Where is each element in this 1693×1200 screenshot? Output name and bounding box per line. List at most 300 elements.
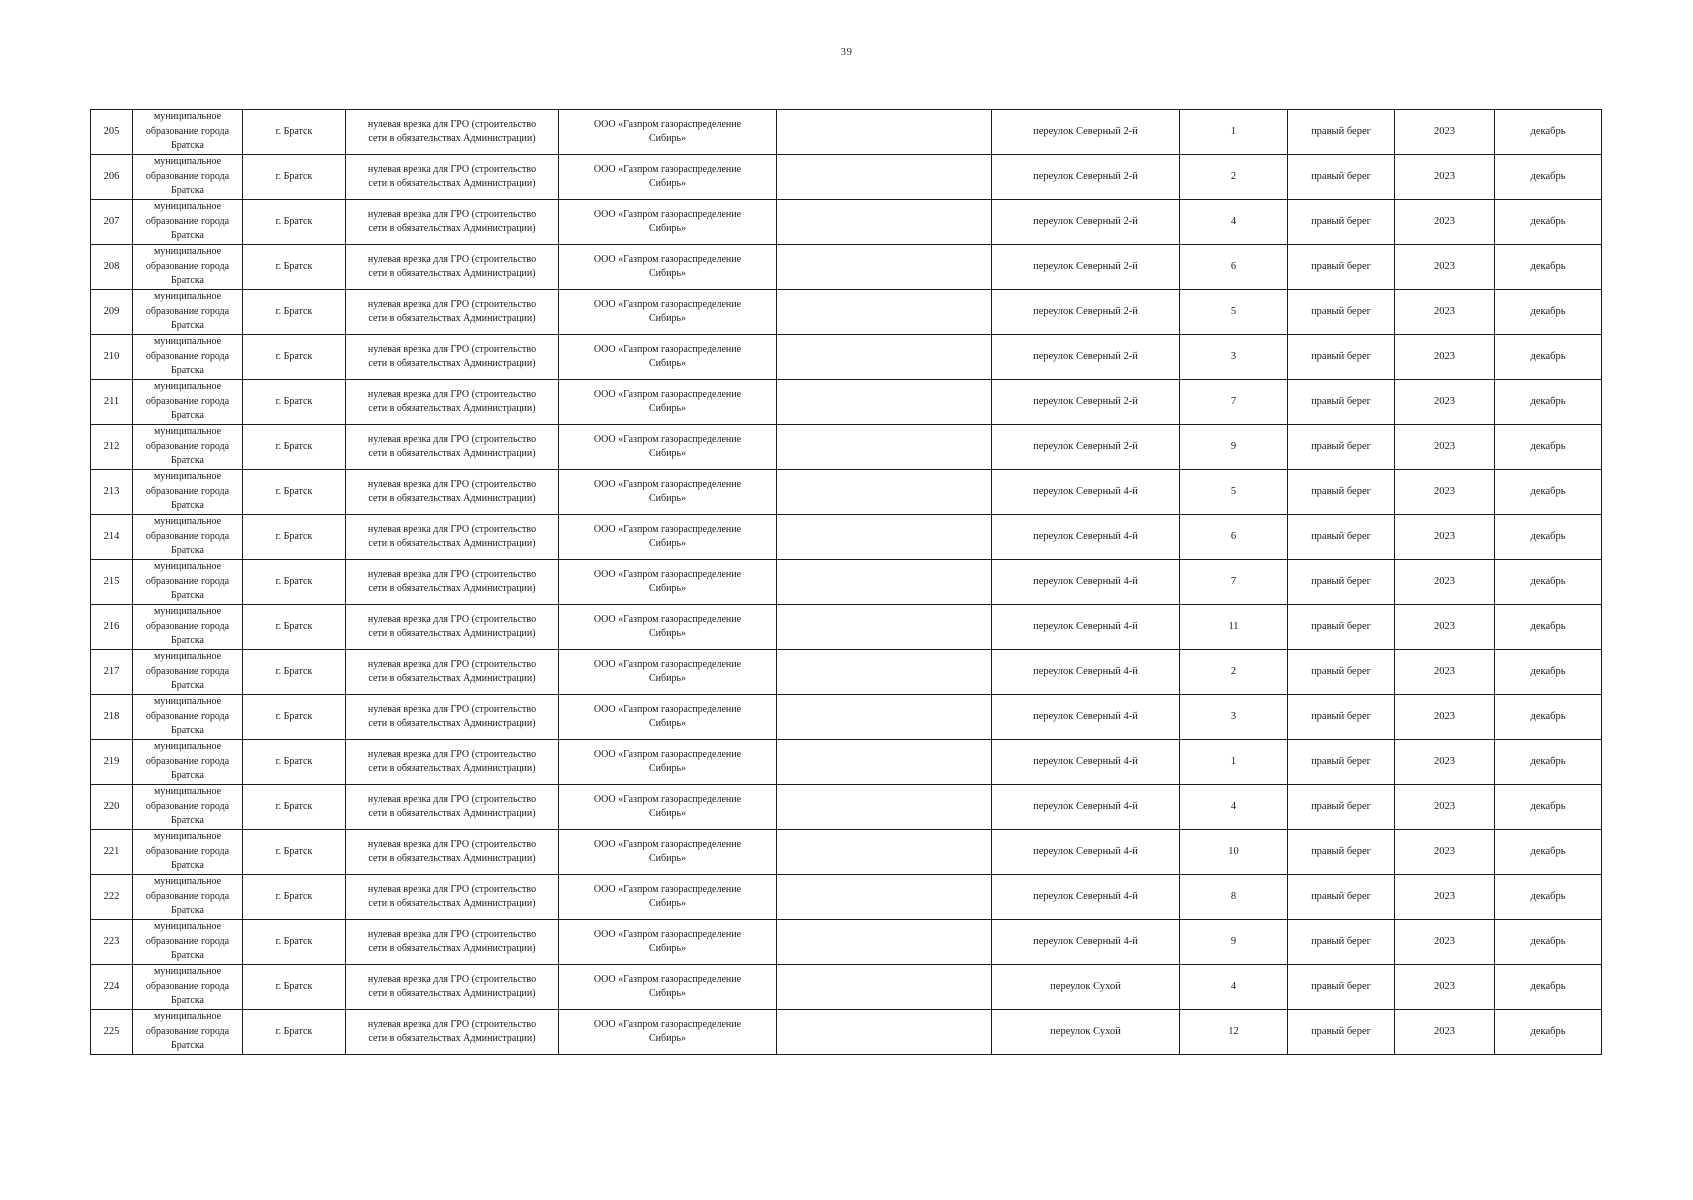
cell-organization: [559, 155, 777, 200]
cell-organization-line: ООО «Газпром газораспределение: [593, 524, 742, 535]
cell-river-bank: правый берег: [1288, 695, 1395, 740]
table-row: [91, 335, 1602, 380]
cell-year: 2023: [1395, 335, 1495, 380]
cell-municipality-line: Братска: [171, 455, 204, 467]
cell-work-type: [346, 830, 559, 875]
cell-organization: [559, 875, 777, 920]
cell-row-number: 217: [91, 650, 133, 695]
cell-row-number: 207: [91, 200, 133, 245]
cell-municipality: [133, 155, 243, 200]
cell-city: г. Братск: [243, 245, 346, 290]
cell-month: декабрь: [1495, 155, 1602, 200]
cell-street: переулок Северный 4-й: [992, 920, 1180, 965]
cell-house-number: 4: [1180, 965, 1288, 1010]
cell-work-type-line: нулевая врезка для ГРО (строительство: [367, 1019, 537, 1030]
cell-month: декабрь: [1495, 785, 1602, 830]
cell-river-bank: правый берег: [1288, 605, 1395, 650]
cell-municipality-line: образование города: [145, 485, 230, 497]
cell-row-number: 209: [91, 290, 133, 335]
cell-work-type-line: сети в обязательствах Администрации): [368, 988, 536, 999]
cell-street: переулок Северный 2-й: [992, 155, 1180, 200]
cell-street: переулок Северный 4-й: [992, 740, 1180, 785]
cell-organization-line: ООО «Газпром газораспределение: [593, 344, 742, 355]
cell-organization: [559, 245, 777, 290]
cell-work-type-line: сети в обязательствах Администрации): [368, 1033, 536, 1044]
cell-month: декабрь: [1495, 875, 1602, 920]
cell-municipality: [133, 875, 243, 920]
table-row: [91, 515, 1602, 560]
cell-year: 2023: [1395, 425, 1495, 470]
cell-municipality: [133, 695, 243, 740]
table-row: [91, 1010, 1602, 1055]
cell-municipality-line: Братска: [171, 275, 204, 287]
cell-organization: [559, 200, 777, 245]
cell-work-type-line: сети в обязательствах Администрации): [368, 448, 536, 459]
cell-month: декабрь: [1495, 920, 1602, 965]
cell-organization: [559, 965, 777, 1010]
cell-row-number: 215: [91, 560, 133, 605]
cell-municipality-line: муниципальное: [153, 336, 222, 348]
cell-house-number: 3: [1180, 695, 1288, 740]
cell-municipality-line: образование города: [145, 260, 230, 272]
cell-year: 2023: [1395, 155, 1495, 200]
cell-organization: [559, 425, 777, 470]
cell-municipality-line: Братска: [171, 815, 204, 827]
cell-city: г. Братск: [243, 920, 346, 965]
cell-city: г. Братск: [243, 830, 346, 875]
cell-city: г. Братск: [243, 380, 346, 425]
cell-empty: [777, 605, 992, 650]
cell-row-number: 205: [91, 110, 133, 155]
cell-river-bank: правый берег: [1288, 650, 1395, 695]
cell-river-bank: правый берег: [1288, 470, 1395, 515]
cell-month: декабрь: [1495, 605, 1602, 650]
cell-street: переулок Северный 2-й: [992, 335, 1180, 380]
cell-work-type-line: нулевая врезка для ГРО (строительство: [367, 434, 537, 445]
cell-empty: [777, 740, 992, 785]
cell-work-type: [346, 245, 559, 290]
cell-work-type-line: нулевая врезка для ГРО (строительство: [367, 839, 537, 850]
cell-month: декабрь: [1495, 425, 1602, 470]
table-row: [91, 560, 1602, 605]
cell-row-number: 214: [91, 515, 133, 560]
cell-municipality-line: Братска: [171, 860, 204, 872]
cell-organization-line: Сибирь»: [648, 943, 687, 954]
cell-municipality-line: Братска: [171, 590, 204, 602]
cell-municipality-line: муниципальное: [153, 1011, 222, 1023]
cell-month: декабрь: [1495, 290, 1602, 335]
table-row: [91, 110, 1602, 155]
cell-work-type-line: нулевая врезка для ГРО (строительство: [367, 884, 537, 895]
cell-organization: [559, 1010, 777, 1055]
cell-work-type-line: сети в обязательствах Администрации): [368, 178, 536, 189]
cell-row-number: 225: [91, 1010, 133, 1055]
cell-municipality-line: муниципальное: [153, 606, 222, 618]
cell-street: переулок Северный 4-й: [992, 650, 1180, 695]
cell-organization-line: Сибирь»: [648, 493, 687, 504]
cell-municipality-line: муниципальное: [153, 876, 222, 888]
cell-row-number: 221: [91, 830, 133, 875]
cell-work-type-line: нулевая врезка для ГРО (строительство: [367, 704, 537, 715]
cell-municipality: [133, 650, 243, 695]
cell-municipality: [133, 515, 243, 560]
cell-work-type-line: нулевая врезка для ГРО (строительство: [367, 389, 537, 400]
cell-municipality-line: образование города: [145, 440, 230, 452]
cell-municipality: [133, 1010, 243, 1055]
cell-river-bank: правый берег: [1288, 830, 1395, 875]
cell-municipality-line: образование города: [145, 530, 230, 542]
cell-municipality-line: муниципальное: [153, 111, 222, 123]
cell-organization-line: Сибирь»: [648, 808, 687, 819]
cell-month: декабрь: [1495, 830, 1602, 875]
cell-organization-line: ООО «Газпром газораспределение: [593, 254, 742, 265]
cell-municipality-line: муниципальное: [153, 831, 222, 843]
cell-municipality-line: Братска: [171, 635, 204, 647]
cell-work-type-line: нулевая врезка для ГРО (строительство: [367, 974, 537, 985]
cell-municipality-line: образование города: [145, 170, 230, 182]
cell-municipality-line: Братска: [171, 500, 204, 512]
cell-work-type-line: сети в обязательствах Администрации): [368, 583, 536, 594]
cell-municipality-line: муниципальное: [153, 516, 222, 528]
cell-organization-line: Сибирь»: [648, 718, 687, 729]
cell-year: 2023: [1395, 875, 1495, 920]
cell-municipality-line: Братска: [171, 680, 204, 692]
table-row: [91, 740, 1602, 785]
cell-work-type-line: сети в обязательствах Администрации): [368, 493, 536, 504]
cell-river-bank: правый берег: [1288, 560, 1395, 605]
cell-work-type: [346, 740, 559, 785]
cell-house-number: 8: [1180, 875, 1288, 920]
cell-row-number: 206: [91, 155, 133, 200]
table-row: [91, 425, 1602, 470]
cell-street: переулок Северный 2-й: [992, 290, 1180, 335]
cell-river-bank: правый берег: [1288, 200, 1395, 245]
cell-river-bank: правый берег: [1288, 740, 1395, 785]
cell-work-type-line: нулевая врезка для ГРО (строительство: [367, 569, 537, 580]
cell-work-type: [346, 380, 559, 425]
cell-organization-line: Сибирь»: [648, 673, 687, 684]
cell-city: г. Братск: [243, 695, 346, 740]
cell-municipality-line: образование города: [145, 1025, 230, 1037]
table-row: [91, 380, 1602, 425]
cell-empty: [777, 335, 992, 380]
cell-street: переулок Северный 4-й: [992, 515, 1180, 560]
cell-work-type: [346, 560, 559, 605]
cell-year: 2023: [1395, 110, 1495, 155]
cell-month: декабрь: [1495, 200, 1602, 245]
cell-year: 2023: [1395, 830, 1495, 875]
cell-organization: [559, 290, 777, 335]
cell-house-number: 7: [1180, 380, 1288, 425]
table-row: [91, 785, 1602, 830]
cell-work-type: [346, 110, 559, 155]
cell-house-number: 6: [1180, 515, 1288, 560]
cell-year: 2023: [1395, 965, 1495, 1010]
cell-river-bank: правый берег: [1288, 425, 1395, 470]
cell-organization-line: ООО «Газпром газораспределение: [593, 749, 742, 760]
table-row: [91, 245, 1602, 290]
cell-year: 2023: [1395, 920, 1495, 965]
cell-municipality: [133, 110, 243, 155]
cell-city: г. Братск: [243, 785, 346, 830]
cell-month: декабрь: [1495, 470, 1602, 515]
cell-municipality: [133, 830, 243, 875]
cell-month: декабрь: [1495, 965, 1602, 1010]
cell-row-number: 223: [91, 920, 133, 965]
cell-street: переулок Сухой: [992, 965, 1180, 1010]
cell-year: 2023: [1395, 1010, 1495, 1055]
cell-organization-line: Сибирь»: [648, 628, 687, 639]
cell-year: 2023: [1395, 740, 1495, 785]
cell-organization-line: Сибирь»: [648, 763, 687, 774]
cell-organization-line: ООО «Газпром газораспределение: [593, 614, 742, 625]
cell-work-type: [346, 515, 559, 560]
cell-river-bank: правый берег: [1288, 380, 1395, 425]
cell-work-type: [346, 470, 559, 515]
cell-municipality-line: образование города: [145, 935, 230, 947]
cell-street: переулок Северный 4-й: [992, 695, 1180, 740]
cell-house-number: 4: [1180, 200, 1288, 245]
cell-house-number: 6: [1180, 245, 1288, 290]
cell-street: переулок Северный 2-й: [992, 200, 1180, 245]
cell-row-number: 219: [91, 740, 133, 785]
cell-organization-line: Сибирь»: [648, 1033, 687, 1044]
cell-work-type-line: сети в обязательствах Администрации): [368, 268, 536, 279]
cell-work-type-line: нулевая врезка для ГРО (строительство: [367, 164, 537, 175]
cell-year: 2023: [1395, 650, 1495, 695]
table-row: [91, 875, 1602, 920]
cell-month: декабрь: [1495, 335, 1602, 380]
cell-house-number: 1: [1180, 740, 1288, 785]
cell-organization-line: Сибирь»: [648, 223, 687, 234]
cell-municipality-line: образование города: [145, 845, 230, 857]
cell-work-type-line: нулевая врезка для ГРО (строительство: [367, 299, 537, 310]
cell-house-number: 4: [1180, 785, 1288, 830]
cell-house-number: 2: [1180, 650, 1288, 695]
cell-organization-line: ООО «Газпром газораспределение: [593, 164, 742, 175]
cell-organization: [559, 650, 777, 695]
cell-organization-line: Сибирь»: [648, 403, 687, 414]
cell-city: г. Братск: [243, 1010, 346, 1055]
gas-connection-table: [90, 109, 1602, 1055]
cell-year: 2023: [1395, 245, 1495, 290]
cell-organization: [559, 605, 777, 650]
cell-street: переулок Северный 2-й: [992, 245, 1180, 290]
table-row: [91, 650, 1602, 695]
cell-organization-line: ООО «Газпром газораспределение: [593, 974, 742, 985]
cell-municipality-line: образование города: [145, 710, 230, 722]
cell-city: г. Братск: [243, 200, 346, 245]
cell-city: г. Братск: [243, 875, 346, 920]
cell-municipality-line: муниципальное: [153, 786, 222, 798]
cell-organization: [559, 740, 777, 785]
cell-river-bank: правый берег: [1288, 245, 1395, 290]
cell-municipality-line: Братска: [171, 995, 204, 1007]
cell-municipality-line: образование города: [145, 125, 230, 137]
cell-work-type-line: сети в обязательствах Администрации): [368, 403, 536, 414]
cell-house-number: 11: [1180, 605, 1288, 650]
cell-municipality-line: образование города: [145, 305, 230, 317]
cell-municipality: [133, 740, 243, 785]
cell-street: переулок Северный 4-й: [992, 875, 1180, 920]
cell-empty: [777, 920, 992, 965]
cell-organization-line: ООО «Газпром газораспределение: [593, 569, 742, 580]
cell-municipality-line: муниципальное: [153, 426, 222, 438]
cell-year: 2023: [1395, 470, 1495, 515]
cell-year: 2023: [1395, 200, 1495, 245]
cell-work-type-line: нулевая врезка для ГРО (строительство: [367, 119, 537, 130]
cell-municipality-line: муниципальное: [153, 561, 222, 573]
cell-empty: [777, 965, 992, 1010]
table-row: [91, 695, 1602, 740]
cell-house-number: 3: [1180, 335, 1288, 380]
cell-municipality: [133, 605, 243, 650]
cell-municipality-line: Братска: [171, 365, 204, 377]
cell-row-number: 212: [91, 425, 133, 470]
cell-year: 2023: [1395, 695, 1495, 740]
cell-work-type-line: нулевая врезка для ГРО (строительство: [367, 209, 537, 220]
cell-work-type: [346, 425, 559, 470]
table-body: [91, 110, 1602, 1055]
cell-empty: [777, 515, 992, 560]
cell-work-type-line: сети в обязательствах Администрации): [368, 718, 536, 729]
cell-city: г. Братск: [243, 155, 346, 200]
table-row: [91, 605, 1602, 650]
cell-municipality-line: Братска: [171, 320, 204, 332]
cell-year: 2023: [1395, 290, 1495, 335]
cell-work-type: [346, 1010, 559, 1055]
cell-house-number: 2: [1180, 155, 1288, 200]
cell-work-type-line: нулевая врезка для ГРО (строительство: [367, 524, 537, 535]
cell-month: декабрь: [1495, 110, 1602, 155]
cell-municipality: [133, 425, 243, 470]
cell-street: переулок Северный 4-й: [992, 830, 1180, 875]
cell-organization-line: ООО «Газпром газораспределение: [593, 389, 742, 400]
page-number: 39: [840, 46, 853, 58]
cell-month: декабрь: [1495, 245, 1602, 290]
cell-month: декабрь: [1495, 1010, 1602, 1055]
cell-municipality-line: муниципальное: [153, 921, 222, 933]
cell-organization-line: Сибирь»: [648, 133, 687, 144]
cell-city: г. Братск: [243, 650, 346, 695]
cell-river-bank: правый берег: [1288, 290, 1395, 335]
cell-city: г. Братск: [243, 605, 346, 650]
cell-river-bank: правый берег: [1288, 155, 1395, 200]
cell-work-type-line: сети в обязательствах Администрации): [368, 538, 536, 549]
cell-municipality-line: муниципальное: [153, 246, 222, 258]
table-row: [91, 290, 1602, 335]
cell-municipality-line: Братска: [171, 545, 204, 557]
cell-work-type-line: нулевая врезка для ГРО (строительство: [367, 614, 537, 625]
cell-work-type: [346, 290, 559, 335]
cell-municipality-line: Братска: [171, 230, 204, 242]
cell-year: 2023: [1395, 560, 1495, 605]
cell-row-number: 218: [91, 695, 133, 740]
cell-municipality: [133, 290, 243, 335]
cell-empty: [777, 470, 992, 515]
cell-municipality-line: образование города: [145, 575, 230, 587]
cell-row-number: 224: [91, 965, 133, 1010]
cell-municipality-line: муниципальное: [153, 966, 222, 978]
cell-work-type-line: сети в обязательствах Администрации): [368, 133, 536, 144]
cell-work-type-line: сети в обязательствах Администрации): [368, 943, 536, 954]
cell-organization: [559, 380, 777, 425]
cell-work-type: [346, 695, 559, 740]
cell-empty: [777, 200, 992, 245]
cell-city: г. Братск: [243, 740, 346, 785]
cell-street: переулок Северный 2-й: [992, 110, 1180, 155]
cell-organization-line: ООО «Газпром газораспределение: [593, 209, 742, 220]
cell-row-number: 216: [91, 605, 133, 650]
cell-organization-line: ООО «Газпром газораспределение: [593, 839, 742, 850]
cell-municipality: [133, 560, 243, 605]
cell-month: декабрь: [1495, 740, 1602, 785]
cell-organization-line: ООО «Газпром газораспределение: [593, 704, 742, 715]
cell-year: 2023: [1395, 605, 1495, 650]
cell-month: декабрь: [1495, 380, 1602, 425]
cell-municipality-line: муниципальное: [153, 381, 222, 393]
cell-work-type: [346, 155, 559, 200]
cell-work-type: [346, 335, 559, 380]
cell-city: г. Братск: [243, 560, 346, 605]
cell-organization: [559, 110, 777, 155]
table-row: [91, 470, 1602, 515]
cell-municipality-line: муниципальное: [153, 291, 222, 303]
cell-river-bank: правый берег: [1288, 1010, 1395, 1055]
cell-municipality-line: образование города: [145, 800, 230, 812]
cell-municipality-line: образование города: [145, 890, 230, 902]
cell-street: переулок Северный 2-й: [992, 380, 1180, 425]
cell-municipality-line: Братска: [171, 185, 204, 197]
cell-work-type-line: сети в обязательствах Администрации): [368, 313, 536, 324]
cell-work-type: [346, 920, 559, 965]
cell-street: переулок Северный 4-й: [992, 785, 1180, 830]
cell-street: переулок Северный 4-й: [992, 470, 1180, 515]
cell-work-type-line: нулевая врезка для ГРО (строительство: [367, 659, 537, 670]
cell-city: г. Братск: [243, 335, 346, 380]
cell-year: 2023: [1395, 380, 1495, 425]
cell-municipality-line: образование города: [145, 215, 230, 227]
cell-work-type-line: сети в обязательствах Администрации): [368, 853, 536, 864]
cell-river-bank: правый берег: [1288, 920, 1395, 965]
cell-organization-line: ООО «Газпром газораспределение: [593, 794, 742, 805]
cell-organization-line: Сибирь»: [648, 538, 687, 549]
cell-organization-line: Сибирь»: [648, 898, 687, 909]
cell-municipality: [133, 965, 243, 1010]
cell-organization: [559, 335, 777, 380]
cell-empty: [777, 560, 992, 605]
cell-street: переулок Северный 4-й: [992, 605, 1180, 650]
cell-municipality-line: муниципальное: [153, 651, 222, 663]
cell-organization-line: ООО «Газпром газораспределение: [593, 929, 742, 940]
cell-row-number: 222: [91, 875, 133, 920]
cell-organization-line: Сибирь»: [648, 448, 687, 459]
cell-organization: [559, 470, 777, 515]
cell-organization-line: Сибирь»: [648, 358, 687, 369]
cell-organization-line: Сибирь»: [648, 583, 687, 594]
cell-municipality: [133, 785, 243, 830]
cell-empty: [777, 425, 992, 470]
cell-work-type-line: сети в обязательствах Администрации): [368, 898, 536, 909]
cell-house-number: 7: [1180, 560, 1288, 605]
cell-house-number: 1: [1180, 110, 1288, 155]
cell-municipality-line: Братска: [171, 140, 204, 152]
cell-row-number: 210: [91, 335, 133, 380]
cell-row-number: 213: [91, 470, 133, 515]
table-row: [91, 155, 1602, 200]
cell-organization: [559, 830, 777, 875]
cell-municipality-line: образование города: [145, 350, 230, 362]
